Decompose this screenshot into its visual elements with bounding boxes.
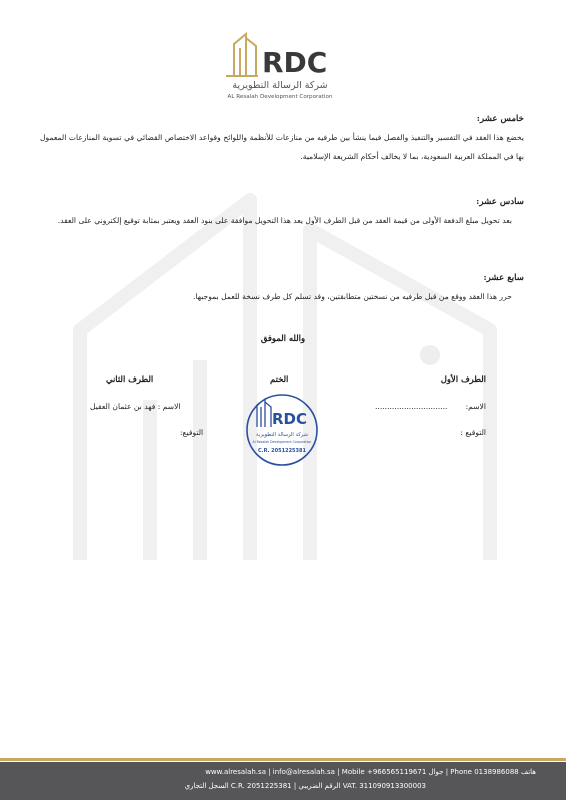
party-two-title: الطرف الثاني (106, 374, 154, 384)
party-two-name: الاسم : فهد بن عثمان العقيل (90, 402, 181, 411)
footer-registration-line: السجل التجاري C.R. 2051225381 | الرقم الضريبي VAT. 311090913300003 (184, 782, 426, 790)
clause-heading: سابع عشر: (483, 273, 524, 283)
footer-contact-line: www.alresalah.sa | info@alresalah.sa | Mobile +966565119671 جوال | Phone 0138986088 هاتف (205, 768, 536, 776)
company-stamp (245, 393, 319, 467)
party-one-name-value: .............................. (375, 402, 448, 411)
footer-accent-line (0, 758, 566, 761)
watermark-gear-icon (420, 345, 440, 365)
party-two-sign-label: التوقيع: (180, 428, 204, 437)
party-one-name-label: الاسم: (465, 402, 486, 411)
page-footer (0, 762, 566, 800)
svg-text:C.R. 2051225381: C.R. 2051225381 (258, 448, 306, 454)
clause-body: يخضع هذا العقد في التفسير والتنفيذ والفصل فيما ينشأ بين طرفيه من منازعات للأنظمة واللوائح وقواعد الاختصاص القضائي في تسوية المنازعات المعمول بها في المملكة العربية السعودية، بما لا يخالف أحكام الشريعة الإسلامية. (40, 133, 524, 161)
clause-body: بعد تحويل مبلغ الدفعة الأولى من قيمة العقد من قبل الطرف الأول يعد هذا التحويل موافقة على بنود العقد ويعتبر بمثابة توقيع إلكتروني على العقد. (57, 216, 512, 225)
clause-fifteen (40, 114, 524, 166)
closing-phrase: والله الموفق (260, 333, 306, 343)
logo-english-name: AL Resalah Development Corporation (227, 94, 333, 100)
clause-seventeen (140, 273, 524, 306)
party-one-sign-label: التوقيع : (460, 428, 486, 437)
clause-heading: سادس عشر: (476, 197, 524, 207)
clause-body: حرر هذا العقد ووقع من قبل طرفيه من نسختين متطابقتين، وقد تسلم كل طرف نسخة للعمل بموجبها. (193, 292, 512, 301)
seal-title: الختم (270, 374, 289, 384)
logo-arabic-name: شركة الرسالة التطويرية (232, 80, 328, 91)
svg-text:RDC: RDC (262, 46, 328, 79)
party-one-title: الطرف الأول (440, 374, 486, 384)
svg-text:Al Resalah Development Corpora: Al Resalah Development Corporation (252, 440, 312, 444)
svg-text:شركة الرسالة التطويرية: شركة الرسالة التطويرية (256, 432, 308, 438)
svg-text:RDC: RDC (272, 410, 308, 428)
clause-heading: خامس عشر: (476, 114, 524, 124)
clause-sixteen (42, 197, 524, 230)
